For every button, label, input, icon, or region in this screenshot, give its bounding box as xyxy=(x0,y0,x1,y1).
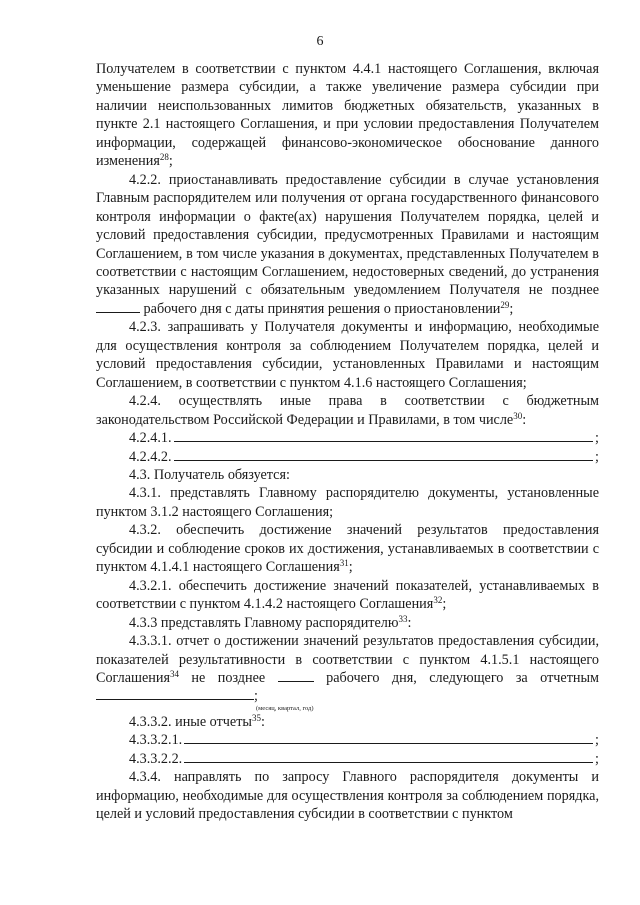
punct: ; xyxy=(595,750,599,767)
punct: : xyxy=(522,411,527,428)
item-number: 4.2.4.2. xyxy=(129,448,172,465)
paragraph-4-2-3: 4.2.3. запрашивать у Получателя документы и информацию, необходимые для осуществления контроля за соблюдением Получателем порядка, целей и условий предоставления субсидии, установленных Правилами и настоящим Соглашением, в соответствии с пунктом 4.1.6 настоящего Соглашения; xyxy=(96,319,599,391)
punct: ; xyxy=(254,688,258,705)
paragraph-4-3-2 xyxy=(96,521,599,576)
line-4-2-4-2 xyxy=(96,448,599,466)
field-hint: (месяц, квартал, год) xyxy=(256,704,314,712)
paragraph-text: 4.3.3.1. отчет о достижении значений результатов предоставления субсидии, показателей результативности в соответствии с пунктом 4.1.5.1 настоящего Соглашения xyxy=(96,633,599,686)
punct: ; xyxy=(442,596,447,613)
paragraph-text: 4.3.2. обеспечить достижение значений результатов предоставления субсидии и соблюдение сроков их достижения, устанавливаемых в соответствии с пунктом 4.1.4.1 настоящего Соглашения xyxy=(96,522,599,576)
blank-line xyxy=(174,448,593,461)
paragraph-4-3: 4.3. Получатель обязуется: xyxy=(129,466,290,483)
blank-line xyxy=(184,731,593,744)
blank-field xyxy=(96,300,140,313)
footnote-ref: 32 xyxy=(433,595,443,606)
footnote-ref: 35 xyxy=(251,712,261,723)
paragraph-text: Получателем в соответствии с пунктом 4.4.1 настоящего Соглашения, включая уменьшение размера субсидии, а также увеличение размера субсидии при наличии неиспользованных лимитов бюджетных обязательств, указанных в пункте 2.1 настоящего Соглашения, и при условии предоставления Получателем информации, содержащей финансово-экономическое обоснование данного изменения xyxy=(96,61,599,170)
paragraph-text: 4.3.3 представлять Главному распорядителю xyxy=(129,614,399,631)
punct: ; xyxy=(595,448,599,465)
footnote-ref: 29 xyxy=(500,299,510,310)
item-number: 4.3.3.2.2. xyxy=(129,750,183,767)
paragraph-text: 4.2.2. приостанавливать предоставление субсидии в случае установления Главным распорядителем или получения от органа государственного финансового контроля информации о факте(ах) нарушения Получателем порядка, целей и условий предоставления субсидии, предусмотренных Правилами и настоящим Соглашением, в том числе указания в документах, представленных Получателем в соответствии с настоящим Соглашением, недостоверных сведений, до устранения указанных нарушений с обязательным уведомлением Получателя не позднее xyxy=(96,171,599,299)
paragraph-4-2-4 xyxy=(96,392,599,429)
paragraph-continuation xyxy=(96,60,599,171)
paragraph-text: рабочего дня, следующего за отчетным xyxy=(326,669,600,686)
item-number: 4.2.4.1. xyxy=(129,430,172,447)
blank-line xyxy=(184,750,593,763)
punct: ; xyxy=(595,732,599,749)
blank-field xyxy=(278,669,314,682)
punct: ; xyxy=(348,559,353,576)
paragraph-4-3-2-1 xyxy=(96,577,599,614)
footnote-ref: 31 xyxy=(339,558,349,569)
line-4-3-3-2-2 xyxy=(96,750,599,768)
blank-field xyxy=(96,687,254,700)
item-number: 4.3.3.2.1. xyxy=(129,732,183,749)
paragraph-text: 4.2.4. осуществлять иные права в соответствии с бюджетным законодательством Российской Федерации и Правилами, в том числе xyxy=(96,393,599,428)
paragraph-text: 4.3.2.1. обеспечить достижение значений показателей, устанавливаемых в соответствии с пунктом 4.1.4.2 настоящего Соглашения xyxy=(96,577,599,613)
footnote-ref: 33 xyxy=(398,613,408,624)
line-4-2-4-1 xyxy=(96,429,599,447)
punct: : xyxy=(260,713,265,730)
paragraph-4-3-3-2 xyxy=(96,713,599,731)
paragraph-4-3-3-1 xyxy=(96,632,599,706)
blank-line xyxy=(174,429,593,442)
footnote-ref: 30 xyxy=(513,410,523,421)
paragraph-4-3-3 xyxy=(96,614,599,632)
punct: ; xyxy=(509,300,514,317)
footnote-ref: 34 xyxy=(169,668,179,679)
page-number: 6 xyxy=(316,34,324,49)
footnote-ref: 28 xyxy=(159,152,169,163)
paragraph-4-3-1: 4.3.1. представлять Главному распорядителю документы, установленные пунктом 3.1.2 настоящего Соглашения; xyxy=(96,485,599,520)
paragraph-4-3-4: 4.3.4. направлять по запросу Главного распорядителя документы и информацию, необходимые для осуществления контроля за соблюдением порядка, целей и условий предоставления субсидии в соответствии с пунктом xyxy=(96,769,599,823)
paragraph-text: рабочего дня с даты принятия решения о приостановлении xyxy=(143,300,501,317)
punct: ; xyxy=(595,430,599,447)
document-body xyxy=(96,60,599,824)
paragraph-4-2-2 xyxy=(96,171,599,319)
punct: ; xyxy=(168,153,173,170)
paragraph-text: не позднее xyxy=(191,669,266,686)
punct: : xyxy=(407,614,412,631)
line-4-3-3-2-1 xyxy=(96,731,599,749)
paragraph-text: 4.3.3.2. иные отчеты xyxy=(129,713,252,730)
